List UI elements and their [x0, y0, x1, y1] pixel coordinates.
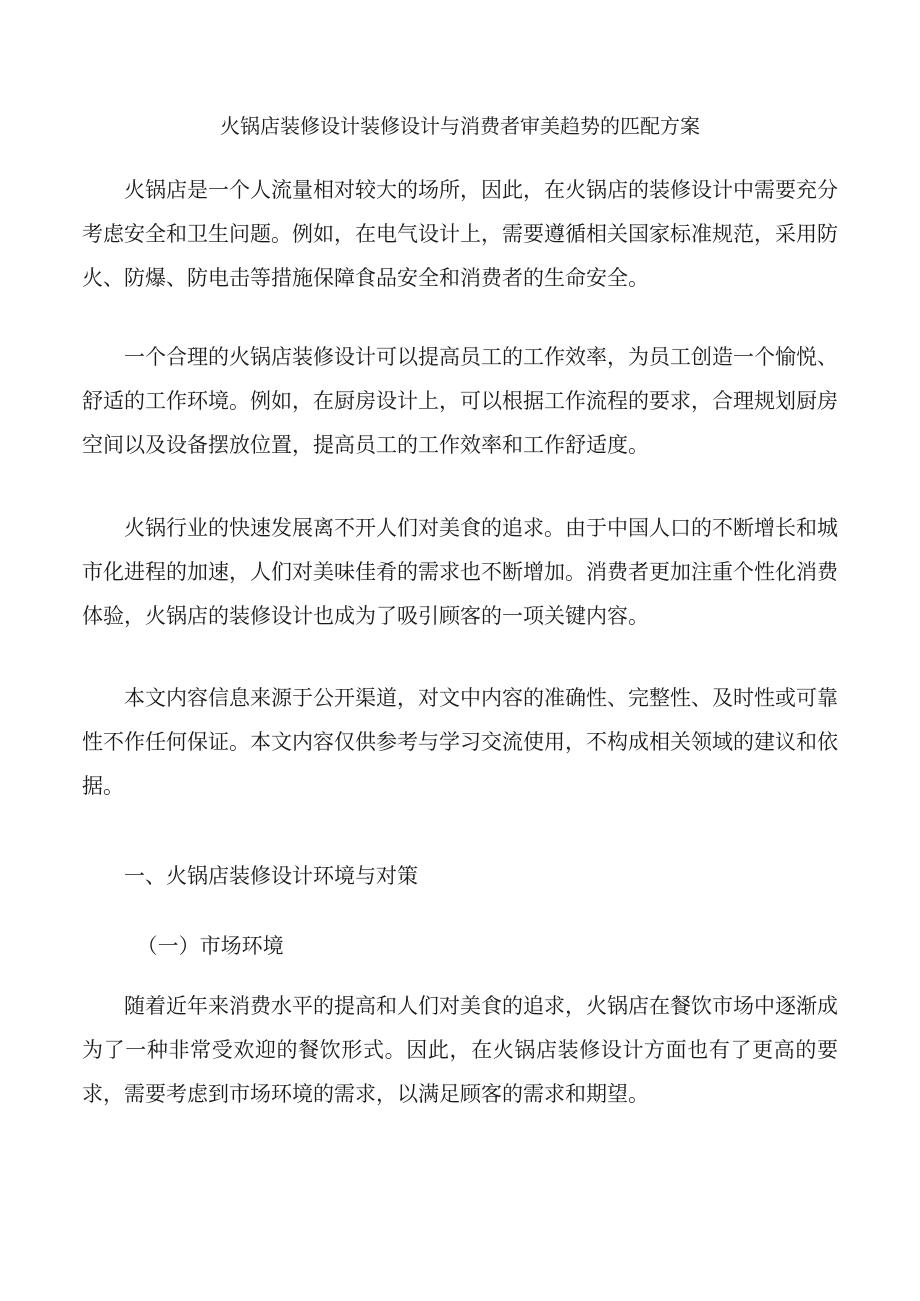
subsection-heading: （一）市场环境: [136, 934, 284, 958]
paragraph-market-environment: 随着近年来消费水平的提高和人们对美食的追求，火锅店在餐饮市场中逐渐成为了一种非常受欢迎的餐饮形式。因此，在火锅店装修设计方面也有了更高的要求，需要考虑到市场环境的需求，以满足顾客的需求和期望。: [82, 994, 838, 1106]
paragraph-safety: 火锅店是一个人流量相对较大的场所，因此，在火锅店的装修设计中需要充分考虑安全和卫生问题。例如，在电气设计上，需要遵循相关国家标准规范，采用防火、防爆、防电击等措施保障食品安全和消费者的生命安全。: [82, 178, 838, 290]
section-heading: 一、火锅店装修设计环境与对策: [124, 864, 418, 888]
paragraph-staff-efficiency: 一个合理的火锅店装修设计可以提高员工的工作效率，为员工创造一个愉悦、舒适的工作环境。例如，在厨房设计上，可以根据工作流程的要求，合理规划厨房空间以及设备摆放位置，提高员工的工作效率和工作舒适度。: [82, 345, 838, 457]
paragraph-industry-growth: 火锅行业的快速发展离不开人们对美食的追求。由于中国人口的不断增长和城市化进程的加速，人们对美味佳肴的需求也不断增加。消费者更加注重个性化消费体验，火锅店的装修设计也成为了吸引顾客的一项关键内容。: [82, 516, 838, 628]
paragraph-disclaimer: 本文内容信息来源于公开渠道，对文中内容的准确性、完整性、及时性或可靠性不作任何保证。本文内容仅供参考与学习交流使用，不构成相关领域的建议和依据。: [82, 686, 838, 798]
document-title: 火锅店装修设计装修设计与消费者审美趋势的匹配方案: [220, 114, 700, 138]
